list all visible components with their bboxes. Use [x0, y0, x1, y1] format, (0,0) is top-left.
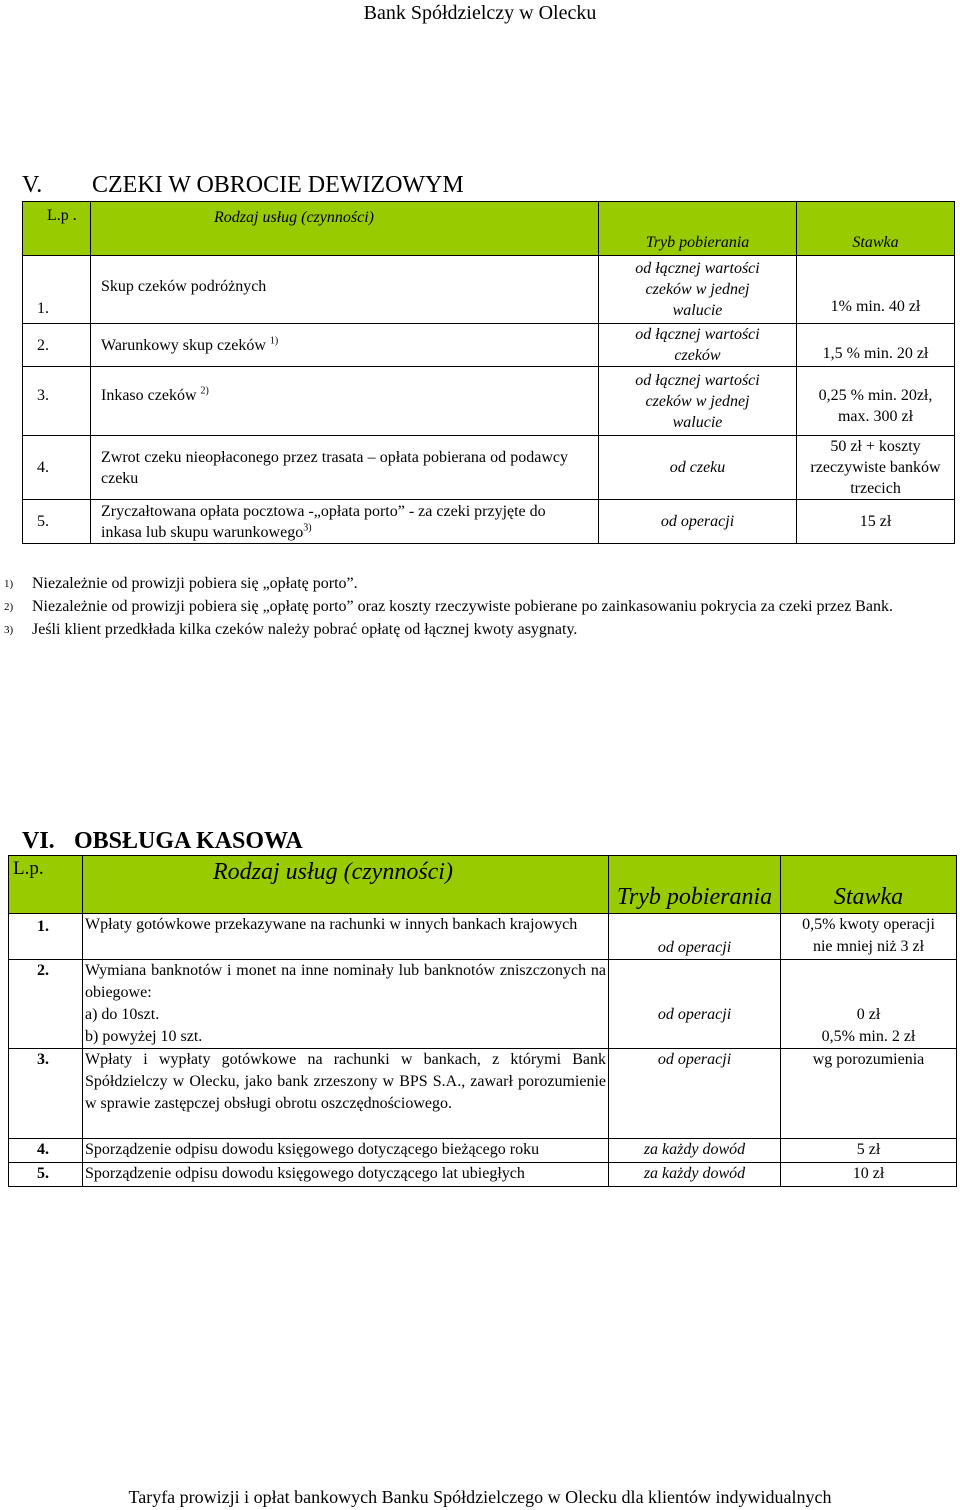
row-service: Zwrot czeku nieopłaconego przez trasata – opłata pobierana od podawcy czeku — [91, 436, 599, 500]
row-service: Warunkowy skup czeków $^{1)}$ — [91, 324, 599, 367]
row-service: Sporządzenie odpisu dowodu księgowego dotyczącego lat ubiegłych — [83, 1163, 609, 1187]
row-rate: 5 zł — [781, 1139, 957, 1163]
row-lp: 5. — [23, 500, 91, 544]
row-service: Zryczałtowana opłata pocztowa -„opłata porto” - za czeki przyjęte do inkasa lub skupu warunkowego$^{3)}$ — [91, 500, 599, 544]
col-mode-header: Tryb pobierania — [609, 856, 781, 914]
section-v-title — [22, 172, 464, 199]
row-rate: 15 zł — [797, 500, 955, 544]
row-mode: za każdy dowód — [609, 1139, 781, 1163]
row-service: Wpłaty gotówkowe przekazywane na rachunki w innych bankach krajowych — [83, 914, 609, 960]
footnote: 2) Niezależnie od prowizji pobiera się „opłatę porto” oraz koszty rzeczywiste pobierane po zainkasowaniu pokrycia za czeki przez Bank. — [4, 598, 893, 615]
row-mode: od łącznej wartości czeków w jednej walucie — [599, 256, 797, 324]
row-lp: 2. — [23, 324, 91, 367]
row-service: Wymiana banknotów i monet na inne nominały lub banknotów zniszczonych na obiegowe: a) do 10szt. b) powyżej 10 szt. — [83, 960, 609, 1049]
col-mode-header: Tryb pobierania — [599, 202, 797, 256]
table-header-row — [9, 856, 957, 914]
row-rate: 0,5% kwoty operacji nie mniej niż 3 zł — [781, 914, 957, 960]
col-rate-header: Stawka — [797, 202, 955, 256]
row-service: Inkaso czeków $^{2)}$ — [91, 367, 599, 436]
row-rate: 10 zł — [781, 1163, 957, 1187]
row-lp: 1. — [9, 914, 83, 960]
row-rate: 50 zł + koszty rzeczywiste banków trzecich — [797, 436, 955, 500]
row-rate: 1,5 % min. 20 zł — [797, 324, 955, 367]
row-mode: od operacji — [599, 500, 797, 544]
row-rate: 0 zł 0,5% min. 2 zł — [781, 960, 957, 1049]
footnote: 1) Niezależnie od prowizji pobiera się „opłatę porto”. — [4, 575, 358, 592]
col-rate-header: Stawka — [781, 856, 957, 914]
row-service: Sporządzenie odpisu dowodu księgowego dotyczącego bieżącego roku — [83, 1139, 609, 1163]
row-lp: 4. — [9, 1139, 83, 1163]
section-v-table — [22, 201, 955, 544]
section-vi-number: VI. — [22, 828, 55, 854]
row-lp: 2. — [9, 960, 83, 1049]
table-row — [23, 436, 955, 500]
section-v-number: V. — [22, 172, 43, 198]
table-row — [9, 1163, 957, 1187]
row-mode: od operacji — [609, 914, 781, 960]
row-lp: 3. — [23, 367, 91, 436]
row-lp: 3. — [9, 1049, 83, 1139]
section-vi-table — [8, 855, 957, 1187]
table-header-row — [23, 202, 955, 256]
table-row — [23, 500, 955, 544]
section-v-footnotes — [4, 572, 956, 641]
row-lp: 5. — [9, 1163, 83, 1187]
table-row — [9, 1049, 957, 1139]
col-lp-header: L.p. — [9, 856, 83, 914]
row-rate: 0,25 % min. 20zł, max. 300 zł — [797, 367, 955, 436]
section-v-heading: CZEKI W OBROCIE DEWIZOWYM — [92, 172, 464, 198]
row-rate: wg porozumienia — [781, 1049, 957, 1139]
row-mode: od czeku — [599, 436, 797, 500]
row-rate: 1% min. 40 zł — [797, 256, 955, 324]
table-row — [9, 960, 957, 1049]
section-vi-heading: OBSŁUGA KASOWA — [74, 828, 303, 854]
row-lp: 4. — [23, 436, 91, 500]
table-row — [9, 1139, 957, 1163]
row-mode: od operacji — [609, 960, 781, 1049]
row-mode: za każdy dowód — [609, 1163, 781, 1187]
page-header: Bank Spółdzielczy w Olecku — [363, 2, 597, 24]
footnote: 3) Jeśli klient przedkłada kilka czeków należy pobrać opłatę od łącznej kwoty asygnaty. — [4, 621, 578, 638]
table-row — [23, 324, 955, 367]
col-service-header: Rodzaj usług (czynności) — [83, 856, 609, 914]
col-lp-header: L.p . — [23, 202, 91, 256]
page-footer: Taryfa prowizji i opłat bankowych Banku Spółdzielczego w Olecku dla klientów indywidualnych — [128, 1487, 832, 1507]
col-service-header: Rodzaj usług (czynności) — [91, 202, 599, 256]
table-row — [23, 256, 955, 324]
row-service: Skup czeków podróżnych — [91, 256, 599, 324]
row-service: Wpłaty i wypłaty gotówkowe na rachunki w bankach, z którymi Bank Spółdzielczy w Olecku, jako bank zrzeszony w BPS S.A., zawarł porozumienie w sprawie zastępczej obsługi obrotu oszczędnościowego. — [83, 1049, 609, 1139]
row-mode: od łącznej wartości czeków — [599, 324, 797, 367]
section-vi-title — [22, 828, 303, 855]
table-row — [23, 367, 955, 436]
row-mode: od operacji — [609, 1049, 781, 1139]
row-mode: od łącznej wartości czeków w jednej walucie — [599, 367, 797, 436]
row-lp: 1. — [23, 256, 91, 324]
table-row — [9, 914, 957, 960]
